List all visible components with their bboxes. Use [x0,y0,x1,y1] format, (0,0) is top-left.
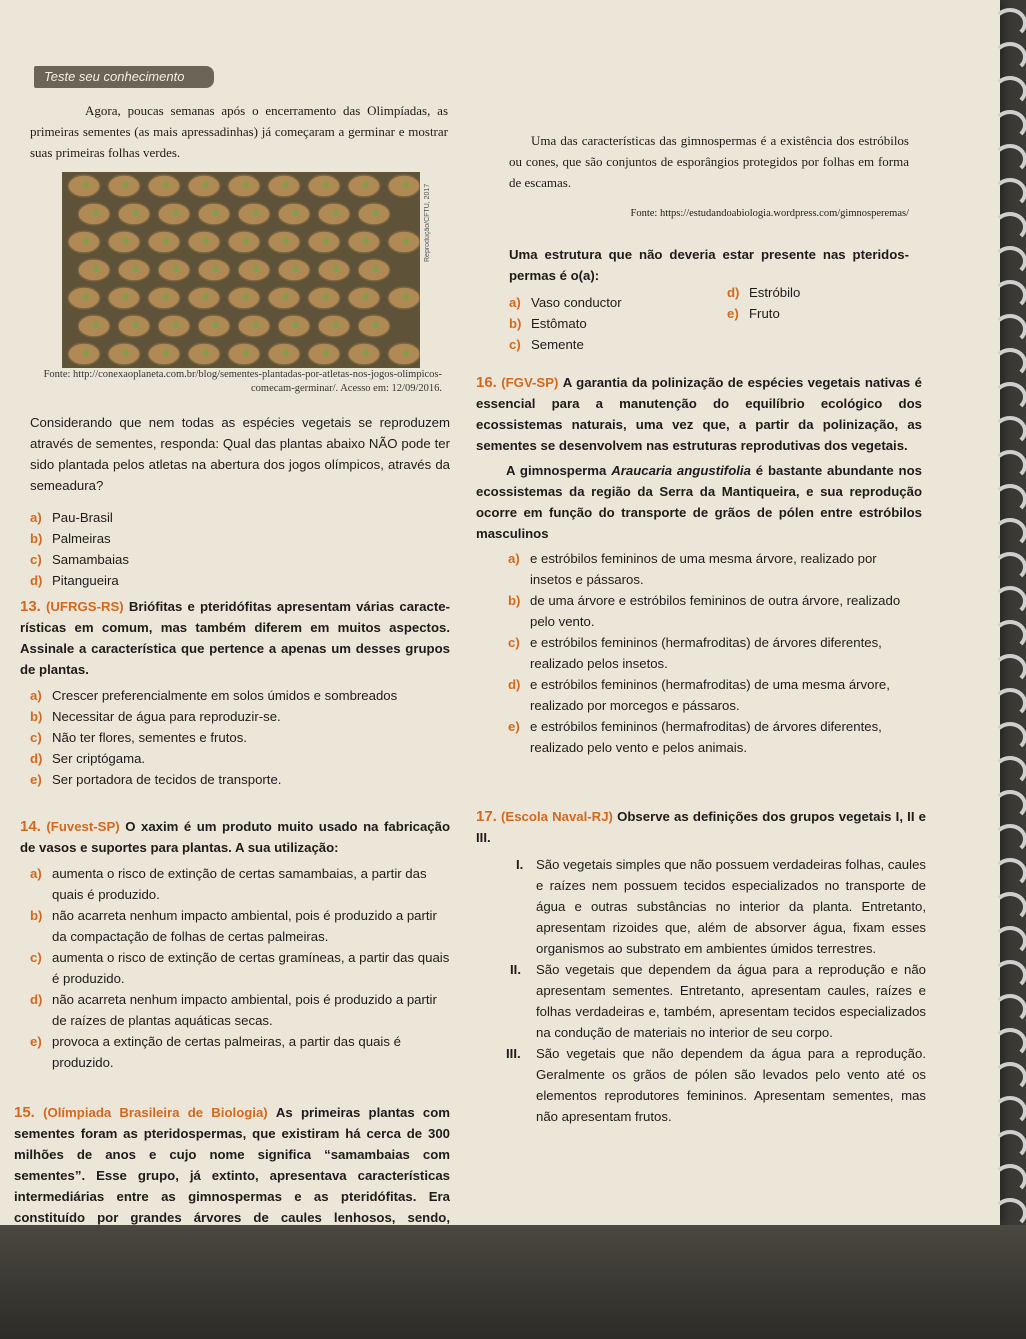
spiral-ring [993,246,1026,276]
q12-options [30,507,450,591]
q16-source: (FGV-SP) [501,375,559,390]
spiral-ring [993,1130,1026,1160]
seedling-sprout [213,210,219,216]
seedling-sprout [133,322,139,328]
seedling-sprout [83,182,89,188]
spiral-ring [993,858,1026,888]
seedling-sprout [333,322,339,328]
spiral-ring [993,1164,1026,1194]
q14-option-c[interactable]: c) aumenta o risco de extinção de certas gramíneas, a partir das quais é produzido. [30,950,450,986]
q13-option-e[interactable]: e) Ser portadora de tecidos de transporte. [30,772,282,787]
notebook-spiral [985,0,1026,1225]
seedling-sprout [83,294,89,300]
seedling-sprout [123,238,129,244]
seedling-sprout [253,210,259,216]
q15-option-b[interactable]: b) Estômato [509,316,587,331]
spiral-ring [993,688,1026,718]
seedling-sprout [243,238,249,244]
q13-source: (UFRGS-RS) [46,599,124,614]
seedling-sprout [213,266,219,272]
seedling-sprout [403,294,409,300]
spiral-ring [993,76,1026,106]
seedling-sprout [253,322,259,328]
intro-paragraph [30,100,448,163]
seedling-sprout [283,294,289,300]
q13-option-d[interactable]: d) Ser criptógama. [30,751,146,766]
seedling-sprout [293,210,299,216]
seedling-sprout [333,210,339,216]
seedling-sprout [323,182,329,188]
q14-option-e[interactable]: e) provoca a extinção de certas palmeiras, a partir das quais é produzido. [30,1034,401,1070]
q17-item-2: II. São vegetais que dependem da água para a reprodução e não apresentam sementes. Entretanto, apresentam caules, raízes e folhas verdadeiras e, também, apresentam tecidos especializados na condução de materiais no interior de seu corpo. [510,962,926,1040]
spiral-ring [993,1198,1026,1228]
seedling-sprout [173,210,179,216]
seedling-sprout [363,238,369,244]
seedling-sprout [203,238,209,244]
q15-continuation [509,130,909,355]
q13-option-a[interactable]: a) Crescer preferencialmente em solos úmidos e sombreados [30,688,398,703]
seedling-sprout [403,350,409,356]
q12-option-a[interactable]: a) Pau-Brasil [30,510,113,525]
q15-options-right [727,282,897,355]
question-13 [20,596,450,790]
q16-option-d[interactable]: d) e estróbilos femininos (hermafroditas) de uma mesma árvore, realizado por morcegos e pássaros. [508,677,890,713]
q14-option-d[interactable]: d) não acarreta nenhum impacto ambiental, pois é produzido a partir de raízes de plantas aquáticas secas. [30,992,437,1028]
q16-number: 16. [476,374,497,391]
seedling-sprout [293,266,299,272]
spiral-ring [993,484,1026,514]
q13-stem: Briófitas e pteridófitas apresentam várias características em comum, mas também diferem em muitos aspectos. Assinale a característica que pertence a apenas um desses grupos de plantas. [20,599,450,677]
seedling-sprout [373,210,379,216]
q15-stem: As primeiras plantas com sementes foram as pteridospermas, que existiram há cerca de 300 milhões de anos e cujo nome significa “samambaias com sementes”. Esse grupo, já extinto, apresentava características intermediárias entre as gimnospermas e as pteridófitas. Era constituído por grandes árvores de caules lenhosos, sendo, [14,1105,450,1225]
seedling-sprout [123,182,129,188]
q12-option-c[interactable]: c) Samambaias [30,552,129,567]
seedling-sprout [133,210,139,216]
q14-number: 14. [20,818,41,835]
spiral-ring [993,756,1026,786]
q16-option-a[interactable]: a) e estróbilos femininos de uma mesma árvore, realizado por insetos e pássaros. [508,551,877,587]
spiral-ring [993,212,1026,242]
seedlings-illustration [62,172,420,368]
seedling-sprout [363,182,369,188]
seedlings-photo [62,172,420,368]
question-16 [476,372,922,758]
seedling-sprout [163,182,169,188]
q15-number: 15. [14,1104,35,1121]
seedling-sprout [173,266,179,272]
q17-items [476,854,926,1127]
question-14 [20,816,450,1073]
q15-paragraph2: Uma das características das gimnospermas é a existência dos estróbilos ou cones, que são conjuntos de esporângios protegidos por folhas em forma de escamas. [509,133,909,190]
q15-options [509,285,909,355]
q14-source: (Fuvest-SP) [46,819,120,834]
seedling-sprout [173,322,179,328]
q13-option-c[interactable]: c) Não ter flores, sementes e frutos. [30,730,247,745]
q17-item-3: III. São vegetais que não dependem da água para a reprodução. Geralmente os grãos de pólen são levados pelo vento até os elementos reprodutores femininos. Apresentam sementes, mas não apresentam frutos. [506,1046,926,1124]
seedling-sprout [133,266,139,272]
q13-number: 13. [20,598,41,615]
spiral-ring [993,790,1026,820]
seedling-sprout [243,294,249,300]
question-12 [30,412,450,591]
q12-option-d[interactable]: d) Pitangueira [30,573,119,588]
q13-stem-line [20,596,450,680]
spiral-ring [993,552,1026,582]
spiral-ring [993,1062,1026,1092]
photo-credit: Reprodução/CFTU, 2017 [424,183,431,262]
q16-stem-line [476,372,922,456]
seedling-sprout [283,238,289,244]
q15-option-a[interactable]: a) Vaso conductor [509,295,622,310]
q16-option-c[interactable]: c) e estróbilos femininos (hermafroditas) de árvores diferentes, realizado pelos insetos. [508,635,882,671]
q12-option-b[interactable]: b) Palmeiras [30,531,111,546]
spiral-ring [993,620,1026,650]
spiral-ring [993,1096,1026,1126]
seedling-sprout [203,182,209,188]
seedling-sprout [373,322,379,328]
seedling-sprout [213,322,219,328]
q17-item-1: I. São vegetais simples que não possuem verdadeiras folhas, caules e raízes nem possuem tecidos especializados no transporte de água e outras substâncias no interior da planta. Entretanto, apresentam rizoides que, além de absorver água, fixam esses organismos ao substrato em ambientes úmidos terrestres. [516,857,926,956]
spiral-ring [993,382,1026,412]
seedling-sprout [363,350,369,356]
seedling-sprout [83,350,89,356]
seedling-sprout [163,238,169,244]
q14-option-a[interactable]: a) aumenta o risco de extinção de certas samambaias, a partir das quais é produzido. [30,866,427,902]
q15-options-left [509,292,727,355]
spiral-ring [993,314,1026,344]
spiral-ring [993,654,1026,684]
spiral-ring [993,960,1026,990]
q15-source: (Olímpiada Brasileira de Biologia) [43,1105,268,1120]
seedling-sprout [323,350,329,356]
q17-stem: Observe as definições dos grupos vegetais I, II e III. [476,809,926,845]
spiral-ring [993,416,1026,446]
spiral-ring [993,926,1026,956]
spiral-ring [993,586,1026,616]
q15-option-e[interactable]: e) Fruto [727,306,780,321]
seedling-sprout [123,294,129,300]
q15-source-line: Fonte: https://estudandoabiologia.wordpress.com/gimnosperemas/ [630,208,909,219]
seedling-sprout [323,294,329,300]
spiral-ring [993,178,1026,208]
spiral-ring [993,892,1026,922]
seedling-sprout [323,238,329,244]
q17-stem-line [476,806,926,848]
q12-stem: Considerando que nem todas as espécies vegetais se reproduzem através de sementes, responda: Qual das plantas abaixo NÃO pode ter sido plantada pelos atletas na abertura dos jogos olímpicos, através da semeadura? [30,415,450,493]
seedling-sprout [203,350,209,356]
q16-option-b[interactable]: b) de uma árvore e estróbilos femininos de outra árvore, realizado pelo vento. [508,593,901,629]
spiral-ring [993,450,1026,480]
spiral-ring [993,144,1026,174]
spiral-ring [993,280,1026,310]
q14-stem-line [20,816,450,858]
spiral-ring [993,824,1026,854]
seedling-sprout [283,182,289,188]
seedling-sprout [403,238,409,244]
seedling-sprout [333,266,339,272]
seedling-sprout [373,266,379,272]
question-17 [476,806,926,1127]
seedling-sprout [93,322,99,328]
spiral-ring [993,994,1026,1024]
seedling-sprout [203,294,209,300]
spiral-ring [993,110,1026,140]
q15-option-c[interactable]: c) Semente [509,337,584,352]
q15-option-d[interactable]: d) Estróbilo [727,285,801,300]
q17-number: 17. [476,808,497,825]
seedling-sprout [283,350,289,356]
seedling-sprout [363,294,369,300]
q16-options [476,548,922,758]
seedling-sprout [403,182,409,188]
intro-text: Agora, poucas semanas após o encerramento das Olimpíadas, as primeiras sementes (as mais apressadinhas) já começaram a germinar e mostrar suas primeiras folhas verdes. [30,103,448,160]
q16-stem: A garantia da polinização de espécies vegetais nativas é essencial para a manutenção do equilíbrio ecológico dos ecossistemas naturais, uma vez que, a partir da polinização, as sementes se desenvolvem nas estruturas reprodutivas dos vegetais. [476,375,922,453]
spiral-ring [993,1028,1026,1058]
q13-options [20,685,450,790]
q14-stem: O xaxim é um produto muito usado na fabricação de vasos e suportes para plantas. A sua utilização: [20,819,451,855]
seedling-sprout [243,350,249,356]
seedling-sprout [93,210,99,216]
seedling-sprout [253,266,259,272]
seedling-sprout [293,322,299,328]
desk-surface [0,1225,1026,1339]
q17-source: (Escola Naval-RJ) [501,809,613,824]
spiral-ring [993,348,1026,378]
seedling-sprout [93,266,99,272]
q16-option-e[interactable]: e) e estróbilos femininos (hermafroditas) de árvores diferentes, realizado pelo vento e pelos animais. [508,719,882,755]
q14-options [20,863,450,1073]
photo-caption: Fonte: http://conexaoplaneta.com.br/blog/sementes-plantadas-por-atletas-nos-jogos-olimpicos-comecam-germinar/. Acesso em: 12/09/2016. [43,369,442,394]
seedling-sprout [163,350,169,356]
spiral-ring [993,518,1026,548]
q16-stem2: A gimnosperma Araucaria angustifolia é bastante abundante nos ecossistemas da região da Serra da Mantiqueira, e sua reprodução ocorre em função do transporte de grãos de pólen entre estróbilos masculinos [476,463,923,541]
seedling-sprout [83,238,89,244]
seedling-sprout [243,182,249,188]
q14-option-b[interactable]: b) não acarreta nenhum impacto ambiental, pois é produzido a partir da compactação de folhas de certas palmeiras. [30,908,437,944]
seedling-sprout [163,294,169,300]
q13-option-b[interactable]: b) Necessitar de água para reproduzir-se. [30,709,281,724]
seedling-sprout [123,350,129,356]
q15-question: Uma estrutura que não deveria estar presente nas pteridospermas é o(a): [509,247,909,283]
section-tab: Teste seu conhecimento [34,66,214,88]
spiral-ring [993,8,1026,38]
spiral-ring [993,722,1026,752]
spiral-ring [993,42,1026,72]
